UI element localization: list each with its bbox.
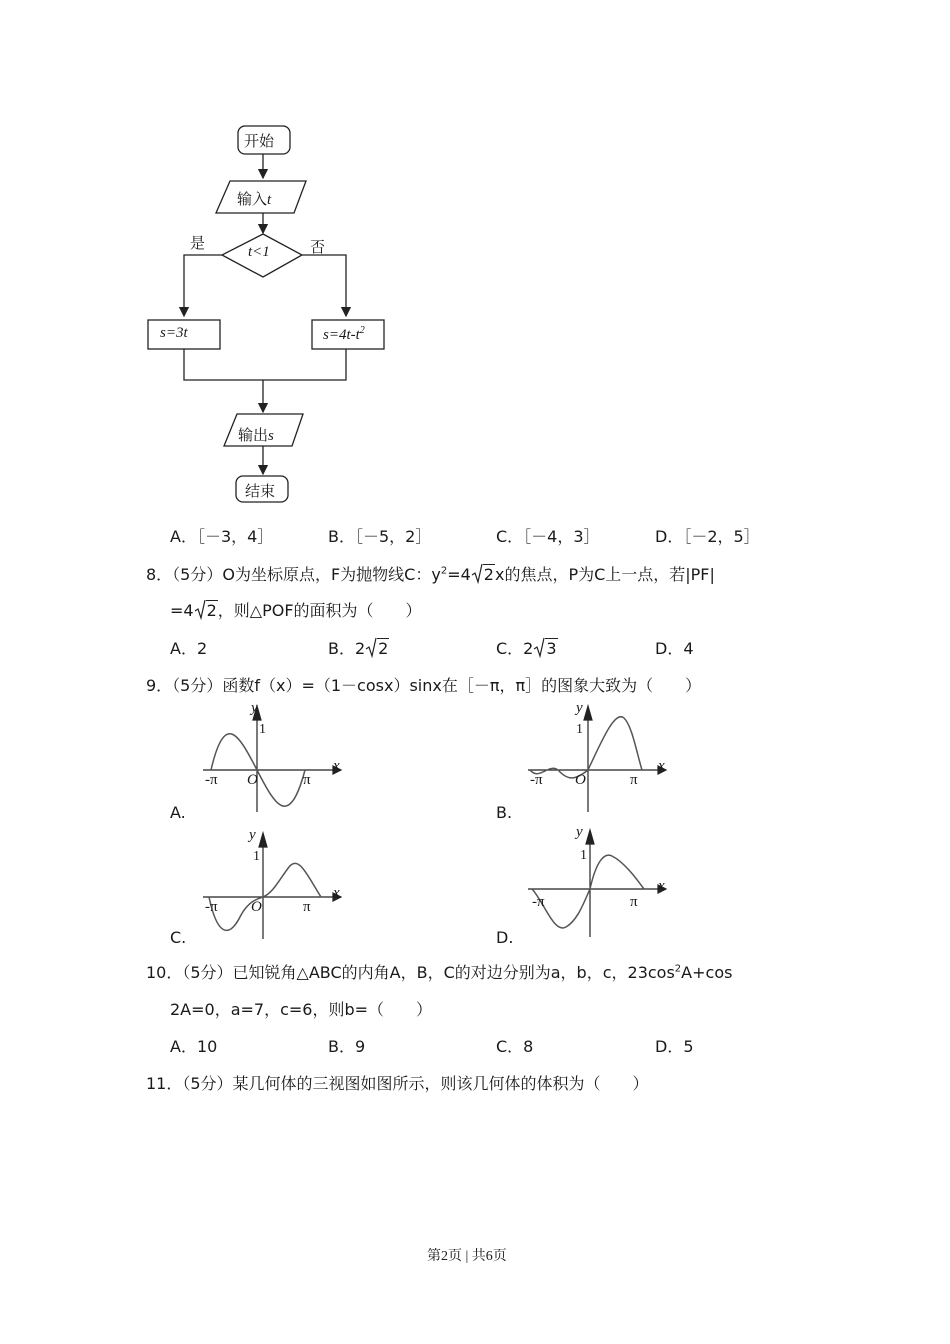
q7-option-d: D．［－2，5］ bbox=[655, 527, 760, 546]
q7-option-c: C．［－4，3］ bbox=[496, 527, 600, 546]
sqrt-symbol: 2 bbox=[365, 639, 389, 658]
q8-option-b: B．2 2 bbox=[328, 639, 389, 658]
q9-label-d: D. bbox=[496, 928, 514, 947]
input-label: 输入t bbox=[237, 190, 272, 208]
q8-line1: 8．（5分）O为坐标原点，F为抛物线C：$y^2=4$ 2x的焦点，P为C上一点，若|PF| bbox=[146, 565, 715, 584]
flowchart-lines bbox=[140, 120, 410, 510]
q7-option-b: B．［－5，2］ bbox=[328, 527, 432, 546]
q10-option-b: B．9 bbox=[328, 1037, 366, 1056]
condition-label: t<1 bbox=[248, 244, 270, 260]
q10-option-c: C．8 bbox=[496, 1037, 534, 1056]
yes-label: 是 bbox=[190, 234, 206, 252]
q10-line2: 2A=0，a=7，c=6，则b=（ ） bbox=[170, 1000, 433, 1019]
end-label: 结束 bbox=[245, 482, 276, 500]
q8-line2: =4 2，则△POF的面积为（ ） bbox=[170, 601, 422, 620]
graph-b-plot bbox=[520, 700, 680, 820]
graph-d: y x 1 -π π bbox=[520, 822, 680, 942]
graph-d-plot bbox=[520, 822, 680, 942]
q8-option-d: D．4 bbox=[655, 639, 694, 658]
graph-a: y x 1 O -π π bbox=[195, 700, 355, 820]
q9-text: 9．（5分）函数f（x）=（1－cosx）sinx在［－π，π］的图象大致为（ ） bbox=[146, 676, 702, 695]
q8-option-c: C．2 3 bbox=[496, 639, 557, 658]
q10-option-d: D．5 bbox=[655, 1037, 694, 1056]
sqrt-symbol: 2 bbox=[471, 565, 495, 584]
graph-b: y x 1 O -π π bbox=[520, 700, 680, 820]
left-assign-label: s=3t bbox=[160, 325, 188, 341]
graph-c: y x 1 O -π π bbox=[195, 825, 355, 945]
sqrt-symbol: 3 bbox=[533, 639, 557, 658]
q9-label-c: C. bbox=[170, 928, 187, 947]
page-footer: 第2页 | 共6页 bbox=[427, 1249, 507, 1264]
q11-text: 11．（5分）某几何体的三视图如图所示，则该几何体的体积为（ ） bbox=[146, 1074, 649, 1093]
q9-label-a: A. bbox=[170, 803, 186, 822]
q7-option-a: A．［－3，4］ bbox=[170, 527, 274, 546]
q10-line1: 10．（5分）已知锐角△ABC的内角A，B，C的对边分别为a，b，c，$23\cos^2A+\cos$ bbox=[146, 963, 733, 982]
no-label: 否 bbox=[310, 238, 326, 256]
right-assign-label: $s=4t-t^2$ bbox=[323, 325, 365, 343]
sqrt-symbol: 2 bbox=[194, 601, 218, 620]
q9-label-b: B. bbox=[496, 803, 513, 822]
q8-option-a: A．2 bbox=[170, 639, 208, 658]
graph-c-plot bbox=[195, 825, 355, 945]
start-label: 开始 bbox=[244, 132, 275, 150]
output-label: 输出s bbox=[238, 426, 274, 444]
graph-a-plot bbox=[195, 700, 355, 820]
q10-option-a: A．10 bbox=[170, 1037, 218, 1056]
